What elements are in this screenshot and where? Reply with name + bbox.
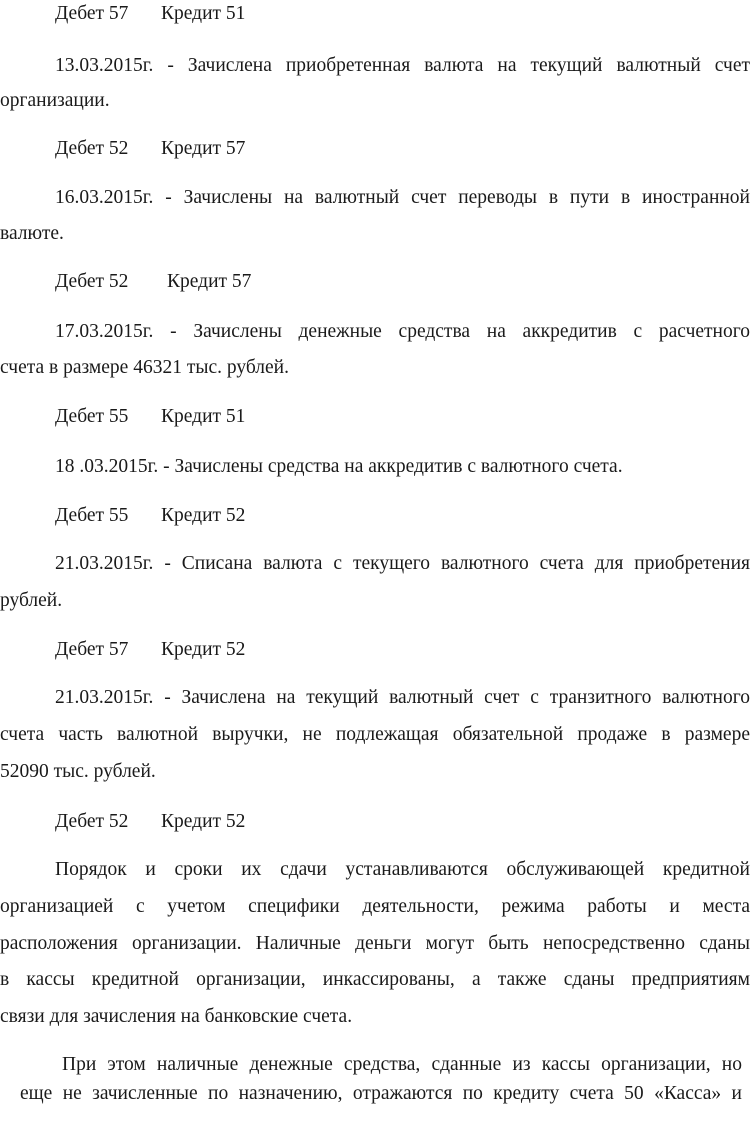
paragraph-line: 21.03.2015г. - Списана валюта с текущего валютного счета для приобретения xyxy=(55,553,750,574)
credit-account: Кредит 52 xyxy=(161,811,246,832)
accounting-entry xyxy=(0,638,750,662)
paragraph-line: При этом наличные денежные средства, сданные из кассы организации, но xyxy=(62,1054,742,1075)
paragraph-line: рублей. xyxy=(0,590,63,611)
paragraph-line: счета часть валютной выручки, не подлежащая обязательной продаже в размере xyxy=(0,724,750,745)
paragraph-line: 16.03.2015г. - Зачислены на валютный счет переводы в пути в иностранной xyxy=(55,187,750,208)
accounting-entry xyxy=(0,270,750,294)
accounting-entry xyxy=(0,810,750,834)
paragraph-line: расположения организации. Наличные деньги могут быть непосредственно сданы xyxy=(0,933,750,954)
paragraph-line: 13.03.2015г. - Зачислена приобретенная валюта на текущий валютный счет xyxy=(55,55,750,76)
paragraph-line: валюте. xyxy=(0,223,64,244)
debit-account: Дебет 52 xyxy=(55,811,129,832)
paragraph-line: связи для зачисления на банковские счета. xyxy=(0,1006,353,1027)
credit-account: Кредит 51 xyxy=(161,406,246,427)
accounting-entry xyxy=(0,137,750,161)
paragraph-line: Порядок и сроки их сдачи устанавливаются обслуживающей кредитной xyxy=(55,859,750,880)
accounting-entry xyxy=(0,504,750,528)
paragraph-line: организации. xyxy=(0,90,110,111)
credit-account: Кредит 51 xyxy=(161,3,246,24)
debit-account: Дебет 55 xyxy=(55,406,129,427)
paragraph-line: 18 .03.2015г. - Зачислены средства на аккредитив с валютного счета. xyxy=(55,456,623,477)
credit-account: Кредит 52 xyxy=(161,505,246,526)
paragraph-line: организацией с учетом специфики деятельности, режима работы и места xyxy=(0,896,750,917)
debit-account: Дебет 55 xyxy=(55,505,129,526)
credit-account: Кредит 57 xyxy=(161,138,246,159)
accounting-entry xyxy=(0,2,750,26)
paragraph-line: 52090 тыс. рублей. xyxy=(0,761,156,782)
paragraph-line: 21.03.2015г. - Зачислена на текущий валютный счет с транзитного валютного xyxy=(55,687,750,708)
paragraph-line: в кассы кредитной организации, инкассированы, а также сданы предприятиям xyxy=(0,969,750,990)
accounting-entry xyxy=(0,405,750,429)
credit-account: Кредит 52 xyxy=(161,639,246,660)
debit-account: Дебет 57 xyxy=(55,3,129,24)
paragraph-line: счета в размере 46321 тыс. рублей. xyxy=(0,357,289,378)
credit-account: Кредит 57 xyxy=(167,271,252,292)
paragraph-line: еще не зачисленные по назначению, отражаются по кредиту счета 50 «Касса» и xyxy=(20,1083,742,1104)
debit-account: Дебет 57 xyxy=(55,639,129,660)
paragraph-line: 17.03.2015г. - Зачислены денежные средства на аккредитив с расчетного xyxy=(55,321,750,342)
debit-account: Дебет 52 xyxy=(55,271,129,292)
debit-account: Дебет 52 xyxy=(55,138,129,159)
